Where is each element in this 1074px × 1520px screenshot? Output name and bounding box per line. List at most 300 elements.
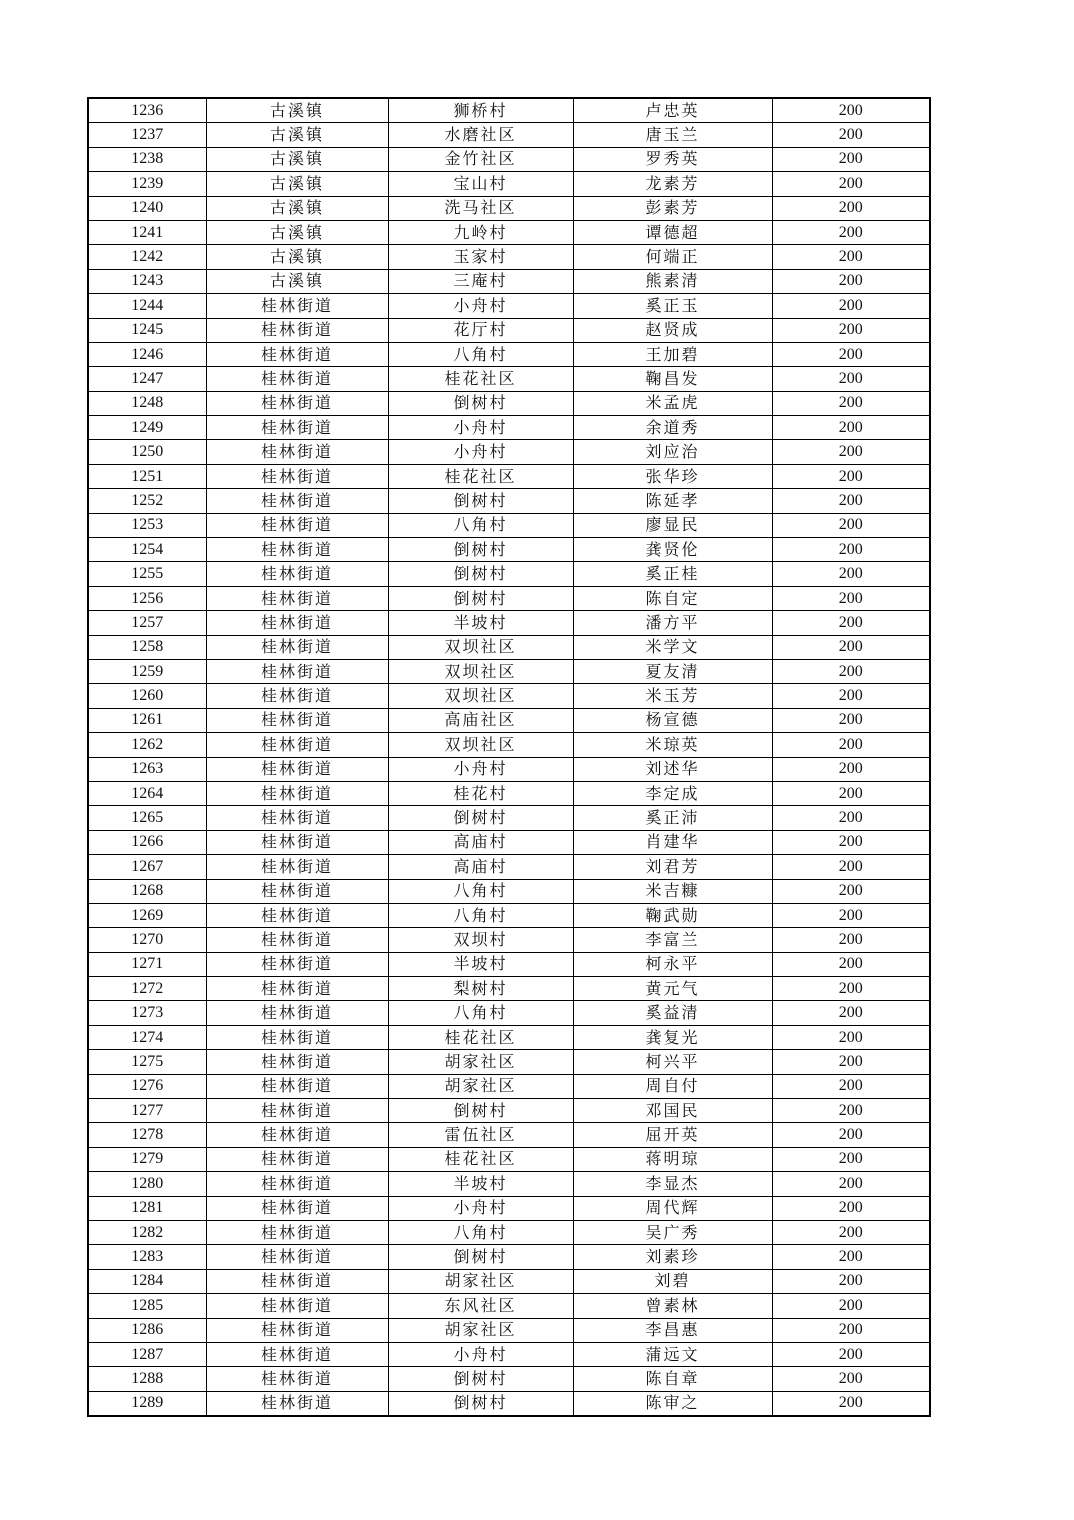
cell-village: 小舟村 (388, 294, 573, 318)
cell-town: 桂林街道 (206, 1123, 388, 1147)
table-row (88, 928, 930, 952)
cell-town: 桂林街道 (206, 659, 388, 683)
cell-town: 古溪镇 (206, 196, 388, 220)
table-row (88, 733, 930, 757)
cell-person-name: 赵贤成 (573, 318, 772, 342)
table-row (88, 1367, 930, 1391)
cell-town: 桂林街道 (206, 1367, 388, 1391)
cell-town: 桂林街道 (206, 1172, 388, 1196)
cell-town: 桂林街道 (206, 611, 388, 635)
cell-amount: 200 (772, 733, 930, 757)
cell-village: 水磨社区 (388, 123, 573, 147)
cell-person-name: 米玉芳 (573, 684, 772, 708)
cell-town: 桂林街道 (206, 1269, 388, 1293)
cell-amount: 200 (772, 1342, 930, 1366)
cell-village: 八角村 (388, 342, 573, 366)
cell-serial-number: 1276 (88, 1074, 206, 1098)
cell-person-name: 杨宣德 (573, 708, 772, 732)
cell-amount: 200 (772, 903, 930, 927)
cell-person-name: 李富兰 (573, 928, 772, 952)
cell-serial-number: 1267 (88, 855, 206, 879)
cell-serial-number: 1261 (88, 708, 206, 732)
cell-village: 八角村 (388, 1001, 573, 1025)
cell-serial-number: 1277 (88, 1099, 206, 1123)
cell-amount: 200 (772, 538, 930, 562)
cell-serial-number: 1245 (88, 318, 206, 342)
cell-town: 桂林街道 (206, 342, 388, 366)
cell-serial-number: 1254 (88, 538, 206, 562)
cell-village: 胡家社区 (388, 1074, 573, 1098)
cell-amount: 200 (772, 952, 930, 976)
cell-serial-number: 1236 (88, 98, 206, 123)
table-row (88, 708, 930, 732)
table-row (88, 757, 930, 781)
table-row (88, 855, 930, 879)
cell-village: 小舟村 (388, 440, 573, 464)
cell-serial-number: 1270 (88, 928, 206, 952)
cell-town: 桂林街道 (206, 1050, 388, 1074)
cell-village: 半坡村 (388, 1172, 573, 1196)
cell-amount: 200 (772, 586, 930, 610)
cell-town: 桂林街道 (206, 830, 388, 854)
cell-amount: 200 (772, 98, 930, 123)
cell-amount: 200 (772, 1196, 930, 1220)
cell-amount: 200 (772, 1001, 930, 1025)
cell-town: 桂林街道 (206, 733, 388, 757)
cell-town: 桂林街道 (206, 1245, 388, 1269)
cell-serial-number: 1248 (88, 391, 206, 415)
cell-town: 古溪镇 (206, 98, 388, 123)
cell-town: 桂林街道 (206, 684, 388, 708)
cell-person-name: 屈开英 (573, 1123, 772, 1147)
cell-amount: 200 (772, 172, 930, 196)
table-row (88, 1318, 930, 1342)
cell-amount: 200 (772, 659, 930, 683)
cell-village: 宝山村 (388, 172, 573, 196)
table-row (88, 1196, 930, 1220)
cell-person-name: 陈延孝 (573, 489, 772, 513)
cell-village: 东风社区 (388, 1294, 573, 1318)
cell-person-name: 曾素林 (573, 1294, 772, 1318)
cell-village: 倒树村 (388, 1391, 573, 1416)
cell-person-name: 李定成 (573, 781, 772, 805)
table-row (88, 781, 930, 805)
cell-person-name: 肖建华 (573, 830, 772, 854)
table-row (88, 172, 930, 196)
cell-amount: 200 (772, 416, 930, 440)
cell-village: 桂花村 (388, 781, 573, 805)
cell-serial-number: 1272 (88, 977, 206, 1001)
cell-amount: 200 (772, 391, 930, 415)
cell-serial-number: 1269 (88, 903, 206, 927)
cell-town: 桂林街道 (206, 1318, 388, 1342)
cell-serial-number: 1273 (88, 1001, 206, 1025)
cell-amount: 200 (772, 1367, 930, 1391)
cell-amount: 200 (772, 147, 930, 171)
cell-village: 玉家村 (388, 245, 573, 269)
cell-serial-number: 1262 (88, 733, 206, 757)
cell-village: 倒树村 (388, 538, 573, 562)
cell-town: 桂林街道 (206, 708, 388, 732)
cell-serial-number: 1251 (88, 464, 206, 488)
cell-person-name: 米学文 (573, 635, 772, 659)
cell-serial-number: 1244 (88, 294, 206, 318)
cell-amount: 200 (772, 1099, 930, 1123)
cell-serial-number: 1263 (88, 757, 206, 781)
cell-village: 桂花社区 (388, 367, 573, 391)
table-row (88, 611, 930, 635)
cell-serial-number: 1286 (88, 1318, 206, 1342)
cell-amount: 200 (772, 708, 930, 732)
cell-person-name: 周代辉 (573, 1196, 772, 1220)
cell-village: 桂花社区 (388, 1025, 573, 1049)
cell-amount: 200 (772, 1147, 930, 1171)
cell-serial-number: 1255 (88, 562, 206, 586)
cell-village: 洗马社区 (388, 196, 573, 220)
table-row (88, 367, 930, 391)
cell-amount: 200 (772, 440, 930, 464)
cell-town: 桂林街道 (206, 1220, 388, 1244)
cell-amount: 200 (772, 513, 930, 537)
cell-village: 倒树村 (388, 1367, 573, 1391)
cell-serial-number: 1282 (88, 1220, 206, 1244)
table-row (88, 318, 930, 342)
table-row (88, 1123, 930, 1147)
cell-town: 桂林街道 (206, 1147, 388, 1171)
cell-village: 桂花社区 (388, 1147, 573, 1171)
cell-person-name: 刘碧 (573, 1269, 772, 1293)
cell-person-name: 米琼英 (573, 733, 772, 757)
cell-serial-number: 1260 (88, 684, 206, 708)
cell-serial-number: 1256 (88, 586, 206, 610)
cell-town: 桂林街道 (206, 1099, 388, 1123)
cell-town: 古溪镇 (206, 220, 388, 244)
cell-person-name: 奚正玉 (573, 294, 772, 318)
cell-serial-number: 1249 (88, 416, 206, 440)
cell-amount: 200 (772, 1123, 930, 1147)
cell-person-name: 龚复光 (573, 1025, 772, 1049)
cell-person-name: 陈审之 (573, 1391, 772, 1416)
cell-village: 桂花社区 (388, 464, 573, 488)
table-row (88, 586, 930, 610)
cell-village: 八角村 (388, 1220, 573, 1244)
cell-town: 桂林街道 (206, 757, 388, 781)
cell-town: 桂林街道 (206, 1001, 388, 1025)
table-row (88, 903, 930, 927)
cell-village: 梨树村 (388, 977, 573, 1001)
cell-person-name: 柯兴平 (573, 1050, 772, 1074)
cell-person-name: 刘君芳 (573, 855, 772, 879)
cell-amount: 200 (772, 245, 930, 269)
cell-serial-number: 1237 (88, 123, 206, 147)
cell-person-name: 廖显民 (573, 513, 772, 537)
cell-person-name: 奚正沛 (573, 806, 772, 830)
cell-amount: 200 (772, 1050, 930, 1074)
cell-person-name: 陈自定 (573, 586, 772, 610)
cell-serial-number: 1239 (88, 172, 206, 196)
roster-table (87, 97, 931, 1417)
cell-town: 桂林街道 (206, 1391, 388, 1416)
cell-person-name: 吴广秀 (573, 1220, 772, 1244)
table-row (88, 830, 930, 854)
cell-town: 古溪镇 (206, 147, 388, 171)
cell-amount: 200 (772, 1172, 930, 1196)
cell-village: 八角村 (388, 513, 573, 537)
table-row (88, 123, 930, 147)
cell-village: 金竹社区 (388, 147, 573, 171)
cell-person-name: 彭素芳 (573, 196, 772, 220)
cell-person-name: 奚正桂 (573, 562, 772, 586)
table-row (88, 196, 930, 220)
cell-amount: 200 (772, 611, 930, 635)
cell-town: 桂林街道 (206, 903, 388, 927)
table-row (88, 513, 930, 537)
table-row (88, 416, 930, 440)
table-row (88, 1269, 930, 1293)
cell-amount: 200 (772, 1025, 930, 1049)
cell-village: 双坝村 (388, 928, 573, 952)
cell-town: 桂林街道 (206, 977, 388, 1001)
table-row (88, 538, 930, 562)
cell-person-name: 夏友清 (573, 659, 772, 683)
cell-serial-number: 1289 (88, 1391, 206, 1416)
table-row (88, 562, 930, 586)
cell-amount: 200 (772, 977, 930, 1001)
cell-person-name: 龙素芳 (573, 172, 772, 196)
cell-person-name: 鞠武勋 (573, 903, 772, 927)
cell-village: 双坝社区 (388, 733, 573, 757)
cell-village: 双坝社区 (388, 635, 573, 659)
cell-person-name: 奚益清 (573, 1001, 772, 1025)
cell-amount: 200 (772, 879, 930, 903)
cell-person-name: 蒋明琼 (573, 1147, 772, 1171)
cell-person-name: 张华珍 (573, 464, 772, 488)
cell-amount: 200 (772, 757, 930, 781)
cell-amount: 200 (772, 269, 930, 293)
cell-person-name: 罗秀英 (573, 147, 772, 171)
cell-serial-number: 1288 (88, 1367, 206, 1391)
cell-person-name: 周自付 (573, 1074, 772, 1098)
cell-amount: 200 (772, 489, 930, 513)
table-row (88, 245, 930, 269)
cell-serial-number: 1285 (88, 1294, 206, 1318)
cell-amount: 200 (772, 1074, 930, 1098)
table-row (88, 342, 930, 366)
cell-amount: 200 (772, 928, 930, 952)
cell-village: 雷伍社区 (388, 1123, 573, 1147)
cell-village: 九岭村 (388, 220, 573, 244)
table-row (88, 879, 930, 903)
cell-person-name: 谭德超 (573, 220, 772, 244)
cell-amount: 200 (772, 220, 930, 244)
cell-village: 高庙村 (388, 855, 573, 879)
cell-town: 桂林街道 (206, 1342, 388, 1366)
table-row (88, 1342, 930, 1366)
cell-village: 胡家社区 (388, 1318, 573, 1342)
cell-village: 高庙社区 (388, 708, 573, 732)
cell-serial-number: 1240 (88, 196, 206, 220)
cell-amount: 200 (772, 830, 930, 854)
cell-serial-number: 1271 (88, 952, 206, 976)
cell-serial-number: 1280 (88, 1172, 206, 1196)
cell-serial-number: 1274 (88, 1025, 206, 1049)
cell-village: 小舟村 (388, 1342, 573, 1366)
cell-amount: 200 (772, 684, 930, 708)
cell-town: 桂林街道 (206, 952, 388, 976)
cell-person-name: 刘素珍 (573, 1245, 772, 1269)
table-row (88, 98, 930, 123)
cell-town: 桂林街道 (206, 928, 388, 952)
cell-amount: 200 (772, 781, 930, 805)
cell-town: 桂林街道 (206, 586, 388, 610)
cell-amount: 200 (772, 1294, 930, 1318)
cell-serial-number: 1246 (88, 342, 206, 366)
cell-village: 倒树村 (388, 586, 573, 610)
cell-amount: 200 (772, 318, 930, 342)
cell-village: 倒树村 (388, 1099, 573, 1123)
cell-person-name: 黄元气 (573, 977, 772, 1001)
table-row (88, 464, 930, 488)
cell-town: 桂林街道 (206, 416, 388, 440)
table-row (88, 1074, 930, 1098)
table-row (88, 1294, 930, 1318)
cell-person-name: 王加碧 (573, 342, 772, 366)
cell-town: 古溪镇 (206, 269, 388, 293)
cell-amount: 200 (772, 464, 930, 488)
cell-person-name: 蒲远文 (573, 1342, 772, 1366)
cell-amount: 200 (772, 1391, 930, 1416)
table-row (88, 269, 930, 293)
cell-town: 桂林街道 (206, 538, 388, 562)
cell-town: 桂林街道 (206, 294, 388, 318)
cell-serial-number: 1252 (88, 489, 206, 513)
cell-village: 半坡村 (388, 611, 573, 635)
cell-amount: 200 (772, 806, 930, 830)
cell-person-name: 米吉糠 (573, 879, 772, 903)
cell-serial-number: 1281 (88, 1196, 206, 1220)
table-row (88, 147, 930, 171)
cell-amount: 200 (772, 367, 930, 391)
cell-serial-number: 1250 (88, 440, 206, 464)
table-row (88, 1391, 930, 1416)
cell-serial-number: 1287 (88, 1342, 206, 1366)
cell-amount: 200 (772, 196, 930, 220)
cell-person-name: 陈自章 (573, 1367, 772, 1391)
cell-amount: 200 (772, 342, 930, 366)
cell-town: 桂林街道 (206, 1025, 388, 1049)
table-row (88, 391, 930, 415)
cell-serial-number: 1279 (88, 1147, 206, 1171)
cell-serial-number: 1278 (88, 1123, 206, 1147)
table-row (88, 1025, 930, 1049)
cell-village: 倒树村 (388, 489, 573, 513)
cell-village: 胡家社区 (388, 1269, 573, 1293)
cell-village: 小舟村 (388, 757, 573, 781)
roster-body (88, 98, 930, 1416)
cell-town: 桂林街道 (206, 806, 388, 830)
cell-town: 古溪镇 (206, 245, 388, 269)
cell-person-name: 熊素清 (573, 269, 772, 293)
cell-amount: 200 (772, 1269, 930, 1293)
cell-serial-number: 1275 (88, 1050, 206, 1074)
cell-village: 倒树村 (388, 1245, 573, 1269)
cell-serial-number: 1259 (88, 659, 206, 683)
cell-serial-number: 1257 (88, 611, 206, 635)
cell-person-name: 李昌惠 (573, 1318, 772, 1342)
cell-serial-number: 1242 (88, 245, 206, 269)
cell-town: 桂林街道 (206, 464, 388, 488)
cell-serial-number: 1284 (88, 1269, 206, 1293)
cell-town: 桂林街道 (206, 781, 388, 805)
cell-town: 桂林街道 (206, 1074, 388, 1098)
cell-amount: 200 (772, 1245, 930, 1269)
cell-person-name: 刘述华 (573, 757, 772, 781)
cell-village: 倒树村 (388, 391, 573, 415)
cell-town: 桂林街道 (206, 855, 388, 879)
cell-amount: 200 (772, 1220, 930, 1244)
table-row (88, 635, 930, 659)
cell-amount: 200 (772, 562, 930, 586)
cell-town: 桂林街道 (206, 1196, 388, 1220)
cell-town: 桂林街道 (206, 562, 388, 586)
cell-person-name: 唐玉兰 (573, 123, 772, 147)
cell-village: 三庵村 (388, 269, 573, 293)
cell-village: 倒树村 (388, 562, 573, 586)
cell-person-name: 余道秀 (573, 416, 772, 440)
cell-person-name: 卢忠英 (573, 98, 772, 123)
cell-village: 倒树村 (388, 806, 573, 830)
cell-serial-number: 1258 (88, 635, 206, 659)
cell-amount: 200 (772, 855, 930, 879)
cell-amount: 200 (772, 635, 930, 659)
cell-serial-number: 1253 (88, 513, 206, 537)
cell-amount: 200 (772, 294, 930, 318)
cell-village: 八角村 (388, 903, 573, 927)
cell-person-name: 李显杰 (573, 1172, 772, 1196)
table-row (88, 684, 930, 708)
cell-village: 狮桥村 (388, 98, 573, 123)
cell-person-name: 龚贤伦 (573, 538, 772, 562)
table-row (88, 294, 930, 318)
cell-town: 桂林街道 (206, 318, 388, 342)
cell-village: 双坝社区 (388, 659, 573, 683)
table-row (88, 1220, 930, 1244)
table-row (88, 1147, 930, 1171)
cell-village: 高庙村 (388, 830, 573, 854)
cell-serial-number: 1241 (88, 220, 206, 244)
cell-serial-number: 1265 (88, 806, 206, 830)
cell-serial-number: 1243 (88, 269, 206, 293)
cell-village: 花厅村 (388, 318, 573, 342)
table-row (88, 952, 930, 976)
cell-town: 桂林街道 (206, 489, 388, 513)
table-row (88, 1099, 930, 1123)
cell-person-name: 柯永平 (573, 952, 772, 976)
table-row (88, 220, 930, 244)
table-row (88, 1172, 930, 1196)
cell-town: 桂林街道 (206, 1294, 388, 1318)
cell-town: 桂林街道 (206, 440, 388, 464)
cell-town: 桂林街道 (206, 879, 388, 903)
cell-amount: 200 (772, 1318, 930, 1342)
table-row (88, 1245, 930, 1269)
cell-person-name: 潘方平 (573, 611, 772, 635)
cell-serial-number: 1238 (88, 147, 206, 171)
cell-town: 桂林街道 (206, 635, 388, 659)
cell-person-name: 邓国民 (573, 1099, 772, 1123)
table-row (88, 806, 930, 830)
cell-town: 古溪镇 (206, 123, 388, 147)
